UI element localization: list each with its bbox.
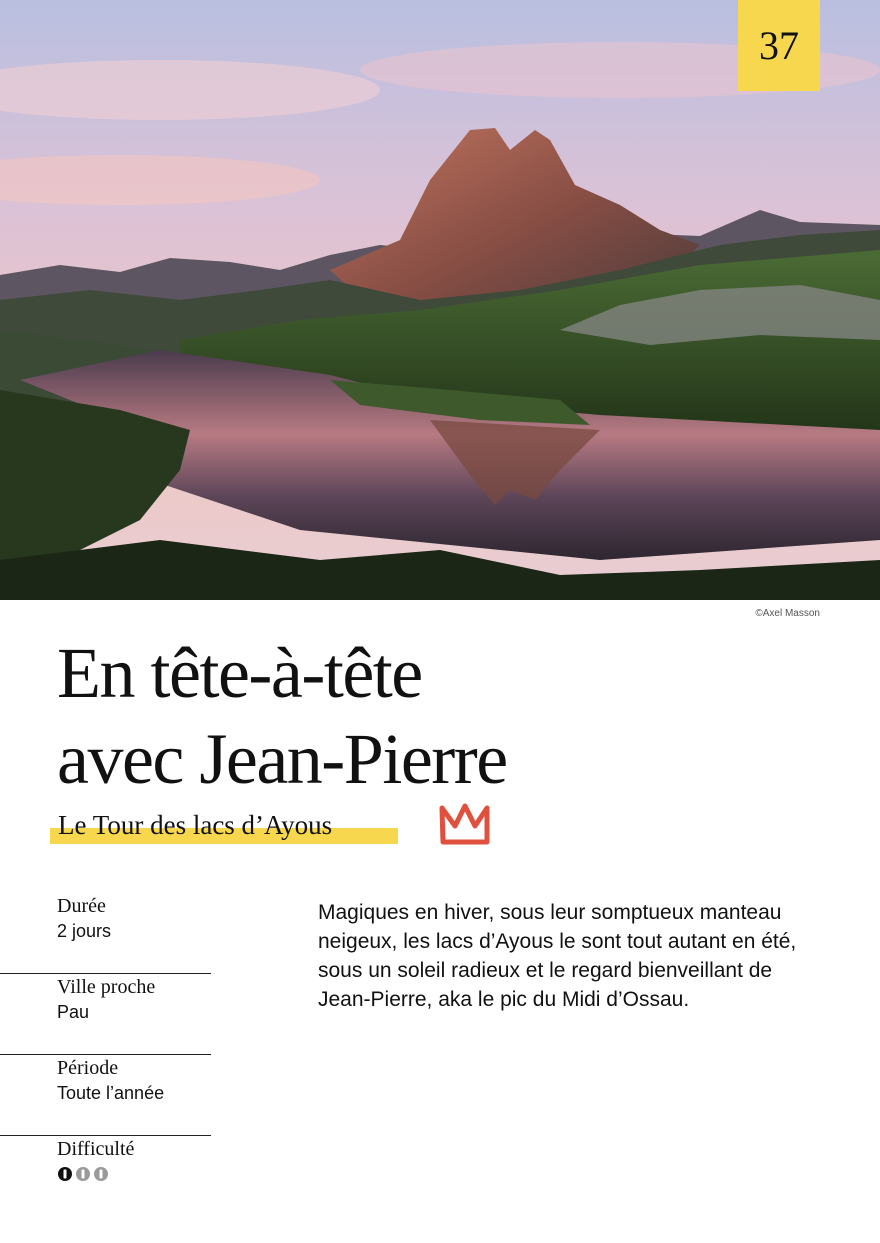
- difficulty-dot-filled-icon: [57, 1166, 73, 1182]
- page-number: 37: [738, 0, 820, 91]
- duration-value: 2 jours: [57, 921, 112, 941]
- page-title: [57, 630, 837, 802]
- city-value: Pau: [57, 1002, 90, 1022]
- difficulty-dot-empty-icon: [93, 1166, 109, 1182]
- difficulty-label: Difficulté: [57, 1138, 135, 1160]
- photo-credit: ©Axel Masson: [755, 608, 820, 619]
- info-city: [0, 974, 211, 1055]
- trip-info-list: [0, 893, 211, 1217]
- subtitle: Le Tour des lacs d’Ayous: [58, 810, 333, 840]
- intro-paragraph: Magiques en hiver, sous leur somptueux manteau neigeux, les lacs d’Ayous le sont tout autant en été, sous un soleil radieux et le regard bienveillant de Jean-Pierre, aka le pic du Midi d’Ossau.: [318, 901, 797, 1011]
- city-label: Ville proche: [57, 976, 156, 998]
- info-difficulty: [0, 1136, 211, 1217]
- duration-label: Durée: [57, 895, 106, 917]
- info-period: [0, 1055, 211, 1136]
- difficulty-rating: [57, 1166, 211, 1182]
- subtitle-block: [50, 810, 332, 841]
- period-label: Période: [57, 1057, 119, 1079]
- period-value: Toute l’année: [57, 1083, 165, 1103]
- difficulty-dot-empty-icon: [75, 1166, 91, 1182]
- info-duration: [0, 893, 211, 974]
- title-line-2: avec Jean-Pierre: [57, 719, 507, 799]
- crown-icon: [437, 800, 493, 855]
- title-line-1: En tête-à-tête: [57, 633, 422, 713]
